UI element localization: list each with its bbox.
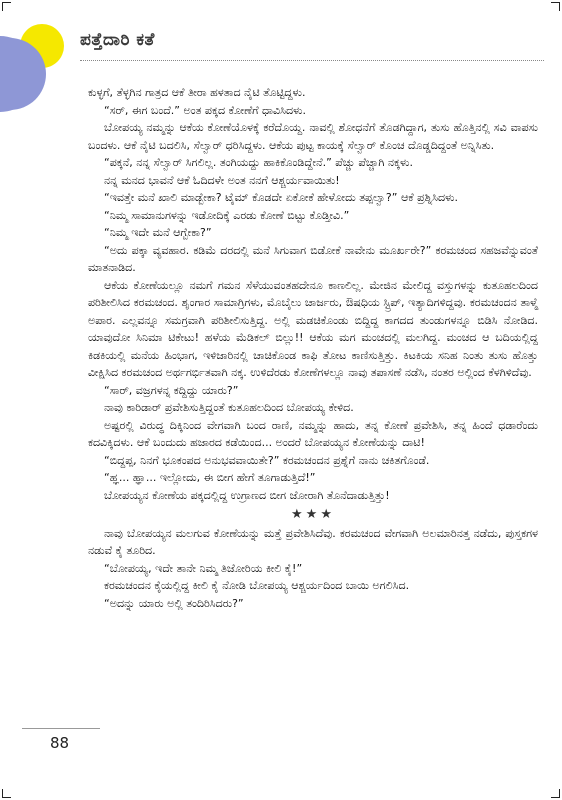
paragraph: “ಬೋಪಯ್ಯ, ಇದೇ ತಾನೇ ನಿಮ್ಮ ತಿಜೋರಿಯ ಕೀಲಿ ಕೈ!” [104, 561, 303, 575]
paragraph: “ಪಕ್ಕನೆ, ನನ್ನ ಸೆಲ್ವಾರ್ ಸಿಗಲಿಲ್ಲ. ತಂಗಿಯದ್ದು ಹಾಕಿಕೊಂಡಿದ್ದೇನೆ.” ಪೆಚ್ಚು ಪೆಚ್ಚಾಗಿ ನಕ್ಕಳು. [104, 156, 413, 169]
header-decoration [0, 22, 70, 112]
crop-mark-bottom-left [2, 789, 11, 798]
paragraph: “ನಿಮ್ಮ ಇದೇ ಮನೆ ಆಗ್ಬೇಕಾ?” [104, 226, 212, 239]
paragraph: “ಅದನ್ನು ಯಾರು ಅಲ್ಲಿ ತಂದಿರಿಸಿದರು?” [104, 596, 244, 610]
paragraph: ಬೋಪಯ್ಯನ ಕೋಣೆಯ ಪಕ್ಕದಲ್ಲಿದ್ದ ಉಗ್ರಾಣದ ಬೀಗ ಜೋರಾಗಿ ತೊನೆದಾಡುತ್ತಿತ್ತು! [104, 488, 390, 502]
page-number: 88 [50, 734, 70, 752]
footer-rule [22, 728, 100, 729]
paragraph: “ಸಾರ್, ವಜ್ರಗಳನ್ನ ಕದ್ದಿದ್ದು ಯಾರು?” [104, 383, 239, 397]
header-dotted-rule [80, 60, 544, 61]
crop-mark-top-left [2, 2, 11, 11]
paragraph: ನಾವು ಬೋಪಯ್ಯನ ಮಲಗುವ ಕೋಣೆಯನ್ನು ಮತ್ತೆ ಪ್ರವೇಶಿಸಿದೆವು. ಕರಮಚಂದ ವೇಗವಾಗಿ ಅಲಮಾರಿನತ್ತ ನಡೆದು, ಪುಸ್ತಕಗಳ ನಡುವೆ ಕೈ ತೂರಿದ. [88, 526, 538, 557]
paragraph: ಬೋಪಯ್ಯ ನಮ್ಮನ್ನು ಆಕೆಯ ಕೋಣೆಯೊಳಕ್ಕೆ ಕರೆದೊಯ್ದ. ನಾವಲ್ಲಿ ಶೋಧನೆಗೆ ತೊಡಗಿದ್ದಾಗ, ತುಸು ಹೊತ್ತಿನಲ್ಲಿ ಸವಿ ವಾಪಸು ಬಂದಳು. ಆಕೆ ನೈಟಿ ಬದಲಿಸಿ, ಸೆಲ್ವಾರ್ ಧರಿಸಿದ್ದಳು. ಆಕೆಯ ಪುಟ್ಟ ಕಾಯಕ್ಕೆ ಸೆಲ್ವಾರ್ ಕೊಂಚ ದೊಡ್ಡದಿದ್ದಂತೆ ಅನ್ನಿಸಿತು. [88, 121, 538, 152]
paragraph: “ಹ್ಞ... ಹ್ಞಾ... ಇಲ್ಲೋದು, ಈ ಬೀಗ ಹೇಗೆ ತೂಗಾಡುತ್ತಿದೆ!” [104, 471, 316, 484]
paragraph: “ಇವತ್ತೇ ಮನೆ ಖಾಲಿ ಮಾಡ್ಬೇಕಾ? ಟೈಮ್ ಕೊಡದೇ ಏಕೋಕೆ ಹೇಳೋದು ತಪ್ಪಲ್ವಾ?” ಆಕೆ ಪ್ರಶ್ನಿಸಿದಳು. [104, 191, 459, 204]
paragraph: ನನ್ನ ಮನದ ಭಾವನೆ ಆಕೆ ಓದಿದಳೇ ಅಂತ ನನಗೆ ಆಶ್ಚರ್ಯವಾಯಿತು! [104, 173, 340, 187]
paragraph: ಅಷ್ಟರಲ್ಲಿ ವಿರುದ್ಧ ದಿಕ್ಕಿನಿಂದ ವೇಗವಾಗಿ ಬಂದ ರಾಣಿ, ನಮ್ಮನ್ನು ಹಾದು, ತನ್ನ ಕೋಣೆ ಪ್ರವೇಶಿಸಿ, ತನ್ನ ಹಿಂದೆ ಧಡಾರೆಂದು ಕದವಿಕ್ಕಿದಳು. ಆಕೆ ಬಂದುದು ಹಜಾರದ ಕಡೆಯಿಂದ... ಅಂದರೆ ಬೋಪಯ್ಯನ ಕೋಣೆಯನ್ನು ದಾಟಿ! [88, 418, 538, 449]
paragraph: “ನಿಮ್ಮ ಸಾಮಾನುಗಳನ್ನು ಇಡೋದಿಕ್ಕೆ ಎರಡು ಕೋಣೆ ಬಿಟ್ಟು ಕೊಡ್ತೀವಿ.” [104, 208, 350, 222]
paragraph: ಕರಮಚಂದನ ಕೈಯಲ್ಲಿದ್ದ ಕೀಲಿ ಕೈ ನೋಡಿ ಬೋಪಯ್ಯ ಆಶ್ಚರ್ಯದಿಂದ ಬಾಯಿ ಅಗಲಿಸಿದ. [104, 579, 410, 592]
paragraph: “ಸರ್, ಈಗ ಬಂದೆ.” ಅಂತ ಪಕ್ಕದ ಕೋಣೆಗೆ ಧಾವಿಸಿದಳು. [104, 103, 307, 117]
paragraph: ಆಕೆಯ ಕೋಣೆಯಲ್ಲೂ ನಮಗೆ ಗಮನ ಸೆಳೆಯುವಂತಹದೇನೂ ಕಾಣಲಿಲ್ಲ. ಮೇಜಿನ ಮೇಲಿದ್ದ ವಸ್ತುಗಳನ್ನು ಕುತೂಹಲದಿಂದ ಪರಿಶೀಲಿಸಿದ ಕರಮಚಂದ. ಶೃಂಗಾರ ಸಾಮಾಗ್ರಿಗಳು, ಮೊಬೈಲು ಚಾರ್ಜರು, ಔಷಧಿಯ ಸ್ಟ್ರಿಪ್, ಇತ್ಯಾದಿಗಳಿದ್ದವು. ಕರಮಚಂದನ ತಾಳ್ಮೆ ಅಪಾರ. ಎಲ್ಲವನ್ನೂ ಸಮಗ್ರವಾಗಿ ಪರಿಶೀಲಿಸುತ್ತಿದ್ದ. ಅಲ್ಲಿ ಮಡಚಿಕೊಂಡು ಬಿದ್ದಿದ್ದ ಕಾಗದದ ತುಂಡುಗಳನ್ನೂ ಬಿಡಿಸಿ ನೋಡಿದ. ಯಾವುದೋ ಸಿನಿಮಾ ಟಿಕೇಟು! ಹಳೆಯ ಮೆಡಿಕಲ್ ಬಿಲ್ಲು!! ಆಕೆಯ ಮಗ ಮಂಚದಲ್ಲಿ ಮಲಗಿದ್ದ. ಮಂಚದ ಆ ಬದಿಯಲ್ಲಿದ್ದ ಕಿಡಕಿಯಲ್ಲಿ ಮನೆಯ ಹಿಂಭಾಗ, ಇಳಿಜಾರಿನಲ್ಲಿ ಚಾಚಿಕೊಂಡ ಕಾಫಿ ತೋಟ ಕಾಣಿಸುತ್ತಿತ್ತು. ಕಿಟಕಿಯ ಸನಿಹ ನಿಂತು ತುಸು ಹೊತ್ತು ವೀಕ್ಷಿಸಿದ ಕರಮಚಂದ ಅರ್ಥಗರ್ಭಿತವಾಗಿ ನಕ್ಕ. ಉಳಿದೆರಡು ಕೋಣೆಗಳಲ್ಲೂ ನಾವು ತಪಾಸಣೆ ನಡೆಸಿ, ನಂತರ ಅಲ್ಲಿಂದ ಕೆಳಗಿಳಿದೆವು. [88, 278, 538, 379]
crop-mark-bottom-right [551, 789, 560, 798]
page-body [88, 84, 538, 612]
crop-mark-top-right [551, 2, 560, 11]
section-separator-stars: ★★★ [291, 507, 335, 522]
paragraph: “ಬಿದ್ದಪ್ಪ, ನಿನಗೆ ಭೂಕಂಪದ ಅನುಭವವಾಯಿತೇ?” ಕರಮಚಂದನ ಪ್ರಶ್ನೆಗೆ ನಾನು ಚಕಿತಗೊಂಡೆ. [104, 453, 430, 467]
paragraph: ಕುಳ್ಳಗೆ, ತೆಳ್ಳಗಿನ ಗಾತ್ರದ ಆಕೆ ತೀರಾ ಹಳತಾದ ನೈಟಿ ತೊಟ್ಟಿದ್ದಳು. [88, 86, 306, 99]
paragraph: “ಅದು ಪಕ್ಕಾ ವ್ಯವಹಾರ. ಕಡಿಮೆ ದರದಲ್ಲಿ ಮನೆ ಸಿಗುವಾಗ ಬಿಡೋಕೆ ನಾವೇನು ಮೂರ್ಖರೇ?” ಕರಮಚಂದ ಸಹಜವೆನ್ನುವಂತೆ ಮಾತನಾಡಿದ. [88, 243, 538, 274]
paragraph: ನಾವು ಕಾರಿಡಾರ್ ಪ್ರವೇಶಿಸುತ್ತಿದ್ದಂತೆ ಕುತೂಹಲದಿಂದ ಬೋಪಯ್ಯ ಕೇಳಿದ. [104, 401, 354, 414]
section-title: ಪತ್ತೆದಾರಿ ಕತೆ [80, 30, 155, 50]
